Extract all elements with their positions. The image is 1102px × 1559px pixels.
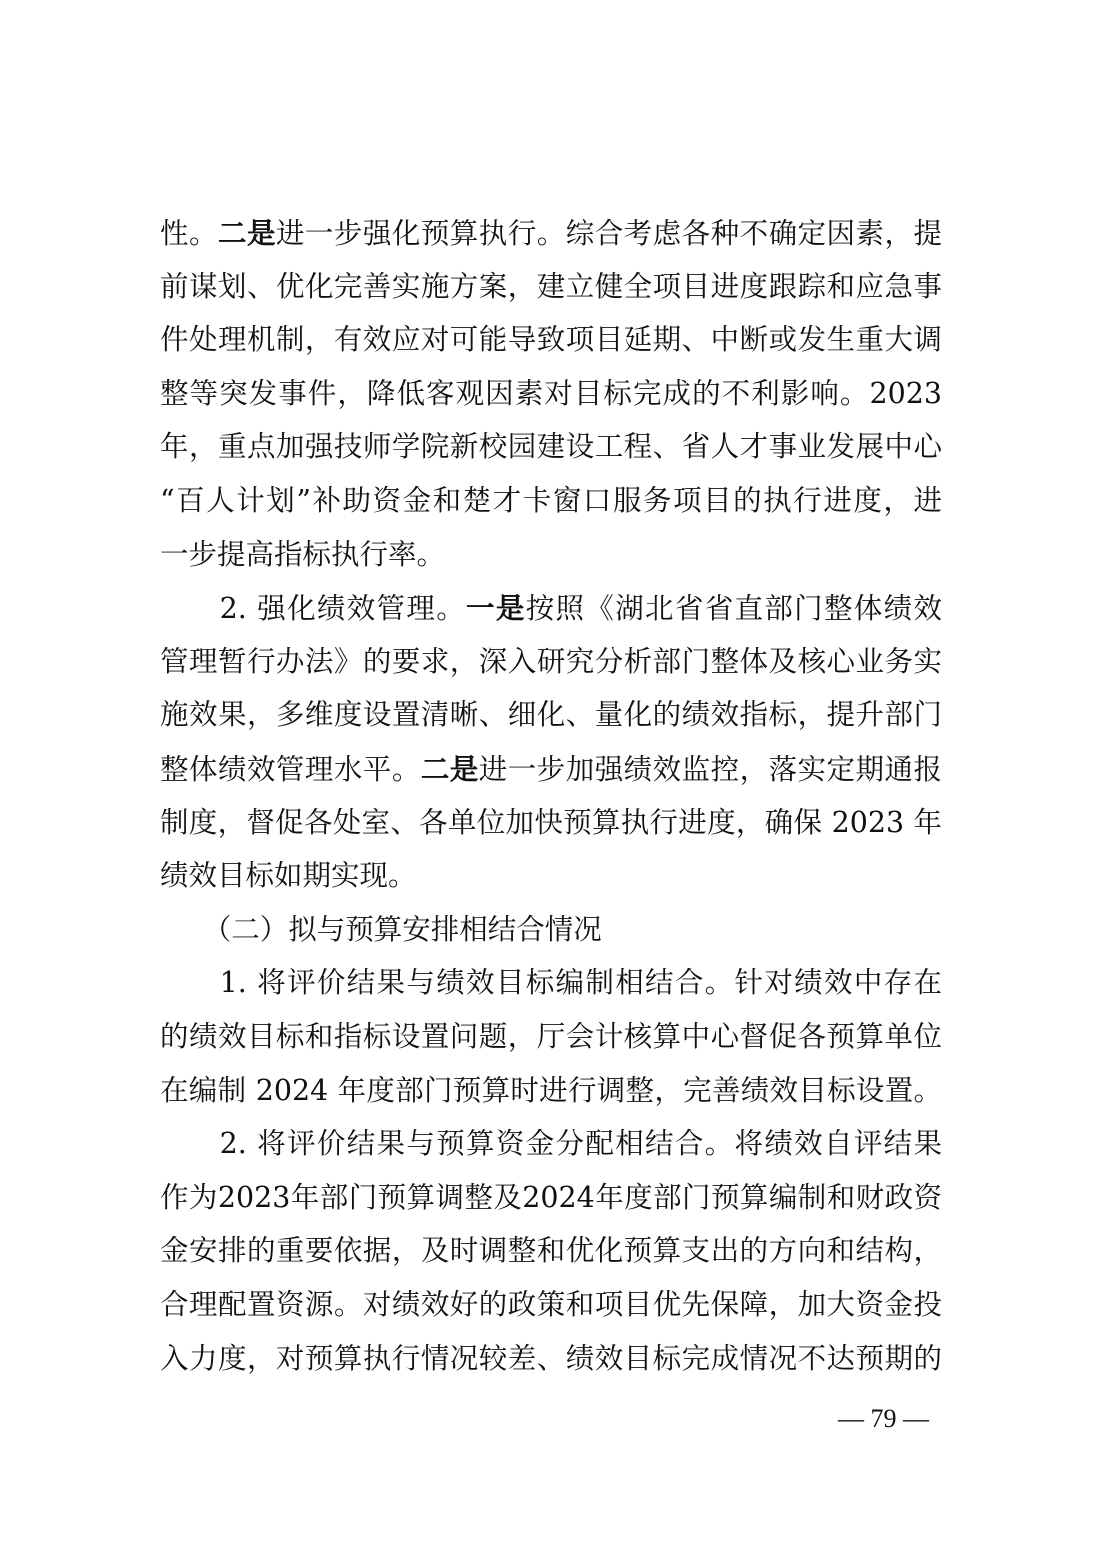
text-run: （二）拟与预算安排相结合情况	[160, 912, 602, 946]
text-run: 2. 将评价结果与预算资金分配相结合。将绩效自评结果	[160, 1127, 942, 1161]
text-line	[160, 213, 942, 253]
text-line	[160, 910, 942, 950]
text-run: 一步提高指标执行率。	[160, 537, 446, 571]
text-line	[160, 374, 942, 414]
text-line	[160, 320, 942, 360]
text-run: 制度，督促各处室、各单位加快预算执行进度，确保 2023 年	[160, 805, 942, 839]
text-run: 入力度，对预算执行情况较差、绩效目标完成情况不达预期的	[160, 1341, 942, 1375]
text-run: 进一步加强绩效监控，落实定期通报	[478, 753, 942, 786]
text-run: 的绩效目标和指标设置问题，厅会计核算中心督促各预算单位	[160, 1020, 942, 1053]
text-run: 整体绩效管理水平。	[160, 753, 421, 786]
text-run: 2. 强化绩效管理。	[160, 592, 467, 626]
text-run: 年，重点加强技师学院新校园建设工程、省人才事业发展中心	[160, 430, 942, 464]
text-run: 绩效目标如期实现。	[160, 859, 417, 893]
text-run: 1. 将评价结果与绩效目标编制相结合。针对绩效中存在	[160, 966, 942, 1000]
text-line	[160, 588, 942, 628]
text-run: 整等突发事件，降低客观因素对目标完成的不利影响。2023	[160, 376, 942, 410]
text-line	[160, 1339, 942, 1379]
text-run: 性。	[160, 217, 218, 250]
bold-emphasis: 二是	[217, 216, 276, 250]
text-run: 金安排的重要依据，及时调整和优化预算支出的方向和结构，	[160, 1234, 942, 1268]
text-run: 施效果，多维度设置清晰、细化、量化的绩效指标，提升部门	[160, 698, 942, 732]
text-line	[160, 1285, 942, 1325]
text-line	[160, 1071, 942, 1111]
text-run: 管理暂行办法》的要求，深入研究分析部门整体及核心业务实	[160, 644, 942, 678]
text-line	[160, 481, 942, 521]
text-run: 作为2023年部门预算调整及2024年度部门预算编制和财政资	[160, 1180, 942, 1214]
text-line	[160, 267, 942, 307]
text-run: 进一步强化预算执行。综合考虑各种不确定因素，提	[275, 217, 942, 250]
text-line	[160, 695, 942, 735]
text-line	[160, 535, 942, 575]
page-number: — 79 —	[838, 1404, 929, 1433]
text-run: 合理配置资源。对绩效好的政策和项目优先保障，加大资金投	[160, 1288, 942, 1321]
text-run: “百人计划”补助资金和楚才卡窗口服务项目的执行进度，进	[160, 484, 942, 517]
bold-emphasis: 一是	[466, 591, 526, 626]
text-run: 按照《湖北省省直部门整体绩效	[525, 592, 942, 626]
text-line	[160, 963, 942, 1003]
text-line	[160, 749, 942, 789]
text-line	[160, 1017, 942, 1057]
text-line	[160, 1124, 942, 1164]
text-line	[160, 856, 942, 896]
text-run: 在编制 2024 年度部门预算时进行调整，完善绩效目标设置。	[160, 1073, 942, 1107]
text-line	[160, 1178, 942, 1218]
text-run: 件处理机制，有效应对可能导致项目延期、中断或发生重大调	[160, 323, 942, 357]
text-line	[160, 1231, 942, 1271]
text-line	[160, 642, 942, 682]
bold-emphasis: 二是	[420, 752, 479, 786]
text-line	[160, 803, 942, 843]
text-line	[160, 427, 942, 467]
text-run: 前谋划、优化完善实施方案，建立健全项目进度跟踪和应急事	[160, 269, 942, 303]
